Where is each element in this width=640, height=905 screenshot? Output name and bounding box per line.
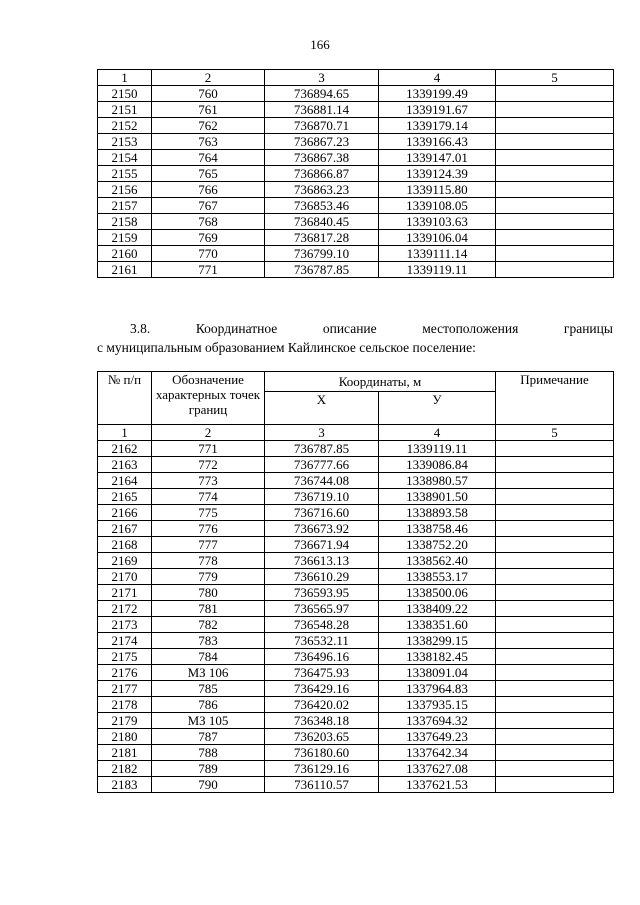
heading-word: описание <box>322 321 377 336</box>
table-row <box>98 633 614 649</box>
column-number-row <box>98 425 614 441</box>
table-cell: 1337642.34 <box>379 745 496 761</box>
table-cell <box>496 633 614 649</box>
section-heading-line2: с муниципальным образованием Кайлинское сельское поселение: <box>97 340 476 355</box>
table-cell <box>496 198 614 214</box>
table-cell: 790 <box>152 777 265 793</box>
table-row <box>98 166 614 182</box>
table-cell <box>496 246 614 262</box>
table-cell: 2171 <box>98 585 152 601</box>
table-row <box>98 569 614 585</box>
heading-word: местоположения <box>422 321 519 336</box>
table-cell: 1339119.11 <box>379 262 496 278</box>
heading-word: 3.8. <box>130 321 151 336</box>
table-cell: 736610.29 <box>265 569 379 585</box>
table-cell <box>496 537 614 553</box>
table-cell: 1337964.83 <box>379 681 496 697</box>
table-cell: 1339108.05 <box>379 198 496 214</box>
table-cell: 1338299.15 <box>379 633 496 649</box>
table-cell: 1337621.53 <box>379 777 496 793</box>
coordinates-table <box>97 371 614 793</box>
table-cell <box>496 713 614 729</box>
table-cell <box>496 457 614 473</box>
table-cell <box>496 118 614 134</box>
table-cell: 736867.23 <box>265 134 379 150</box>
table-row <box>98 489 614 505</box>
table-cell: 2178 <box>98 697 152 713</box>
table-cell: 1338980.57 <box>379 473 496 489</box>
table-row <box>98 182 614 198</box>
table-cell: 736716.60 <box>265 505 379 521</box>
table-cell: 2183 <box>98 777 152 793</box>
table-cell: 788 <box>152 745 265 761</box>
table-cell: 736671.94 <box>265 537 379 553</box>
table-cell: 2180 <box>98 729 152 745</box>
table-cell: 775 <box>152 505 265 521</box>
table-cell: 736744.08 <box>265 473 379 489</box>
table-cell: 771 <box>152 441 265 457</box>
table-cell: 2155 <box>98 166 152 182</box>
table-row <box>98 262 614 278</box>
table-cell: 2172 <box>98 601 152 617</box>
table-cell: 1339124.39 <box>379 166 496 182</box>
table-row <box>98 118 614 134</box>
table-cell: 2170 <box>98 569 152 585</box>
table-row <box>98 745 614 761</box>
table-cell: 2165 <box>98 489 152 505</box>
table-cell: 736613.13 <box>265 553 379 569</box>
table-cell: 736532.11 <box>265 633 379 649</box>
table-cell: 1338409.22 <box>379 601 496 617</box>
table-cell: 2159 <box>98 230 152 246</box>
table-cell: 784 <box>152 649 265 665</box>
table-cell: 736203.65 <box>265 729 379 745</box>
column-number-row <box>98 70 614 86</box>
table-cell: 787 <box>152 729 265 745</box>
table-cell: 2163 <box>98 457 152 473</box>
table-row <box>98 150 614 166</box>
table-row <box>98 457 614 473</box>
table-row <box>98 553 614 569</box>
table-cell: 777 <box>152 537 265 553</box>
table-row <box>98 86 614 102</box>
header-number: № п/п <box>98 372 152 425</box>
table-cell: 1338091.04 <box>379 665 496 681</box>
table-cell <box>496 553 614 569</box>
table-cell: 776 <box>152 521 265 537</box>
table-cell: 2168 <box>98 537 152 553</box>
table-row <box>98 537 614 553</box>
table-cell: 781 <box>152 601 265 617</box>
table-row <box>98 585 614 601</box>
table-cell: 767 <box>152 198 265 214</box>
table-cell <box>496 441 614 457</box>
table-cell: 2150 <box>98 86 152 102</box>
table-cell <box>496 489 614 505</box>
table-cell: 736548.28 <box>265 617 379 633</box>
table-cell: 736866.87 <box>265 166 379 182</box>
table-row <box>98 134 614 150</box>
table-cell: 765 <box>152 166 265 182</box>
table-cell: 789 <box>152 761 265 777</box>
table-cell: 1339199.49 <box>379 86 496 102</box>
table-cell: 736565.97 <box>265 601 379 617</box>
table-cell <box>496 262 614 278</box>
page-number: 166 <box>310 37 330 52</box>
table-cell: 1339086.84 <box>379 457 496 473</box>
table-cell: 736129.16 <box>265 761 379 777</box>
table-cell: 736881.14 <box>265 102 379 118</box>
table-row <box>98 214 614 230</box>
table-row <box>98 505 614 521</box>
table-cell <box>496 134 614 150</box>
table-cell <box>496 681 614 697</box>
table-cell: 760 <box>152 86 265 102</box>
table-cell: 769 <box>152 230 265 246</box>
table-row <box>98 230 614 246</box>
table-row <box>98 521 614 537</box>
table-row <box>98 681 614 697</box>
table-cell: 1338351.60 <box>379 617 496 633</box>
table-cell: 1338893.58 <box>379 505 496 521</box>
table-cell: 2177 <box>98 681 152 697</box>
table-row <box>98 665 614 681</box>
table-cell: 1339103.63 <box>379 214 496 230</box>
heading-word: Координатное <box>195 321 278 336</box>
table-cell: 774 <box>152 489 265 505</box>
table-cell: 736420.02 <box>265 697 379 713</box>
table-cell: 1337649.23 <box>379 729 496 745</box>
table-cell: 2174 <box>98 633 152 649</box>
table-row <box>98 102 614 118</box>
table-cell: 1338553.17 <box>379 569 496 585</box>
table-cell: 736429.16 <box>265 681 379 697</box>
table-row <box>98 246 614 262</box>
table-cell: 2 <box>152 70 265 86</box>
table-cell <box>496 761 614 777</box>
table-cell: 772 <box>152 457 265 473</box>
table-cell: 782 <box>152 617 265 633</box>
table-cell: 780 <box>152 585 265 601</box>
table-cell: 1339147.01 <box>379 150 496 166</box>
table-cell: 2 <box>152 425 265 441</box>
table-cell: 1338901.50 <box>379 489 496 505</box>
table-cell: 1338500.06 <box>379 585 496 601</box>
table-cell: МЗ 106 <box>152 665 265 681</box>
table-cell: 2182 <box>98 761 152 777</box>
table-cell: 768 <box>152 214 265 230</box>
table-cell <box>496 166 614 182</box>
table-row <box>98 441 614 457</box>
table-cell: 761 <box>152 102 265 118</box>
table-cell: 1338182.45 <box>379 649 496 665</box>
table-cell: 2152 <box>98 118 152 134</box>
table-cell: 1 <box>98 425 152 441</box>
header-note: Примечание <box>496 372 614 425</box>
heading-word: границы <box>563 321 613 336</box>
table-cell: 4 <box>379 70 496 86</box>
table-cell: 736853.46 <box>265 198 379 214</box>
table-cell: 1339166.43 <box>379 134 496 150</box>
table-cell: 763 <box>152 134 265 150</box>
table-cell: 771 <box>152 262 265 278</box>
table-cell: 2156 <box>98 182 152 198</box>
table-cell: 736817.28 <box>265 230 379 246</box>
table-cell <box>496 729 614 745</box>
table-cell: 736777.66 <box>265 457 379 473</box>
table-cell: 736894.65 <box>265 86 379 102</box>
table-cell: 736475.93 <box>265 665 379 681</box>
table-cell: 2169 <box>98 553 152 569</box>
table-cell <box>496 86 614 102</box>
table-cell <box>496 665 614 681</box>
table-cell: 736863.23 <box>265 182 379 198</box>
table-cell: 736787.85 <box>265 262 379 278</box>
table-cell: 1339115.80 <box>379 182 496 198</box>
table-cell: 736348.18 <box>265 713 379 729</box>
table-row <box>98 697 614 713</box>
table-cell <box>496 182 614 198</box>
table-cell: 5 <box>496 70 614 86</box>
table-cell <box>496 505 614 521</box>
table-cell: 2167 <box>98 521 152 537</box>
table-cell: 785 <box>152 681 265 697</box>
table-cell <box>496 745 614 761</box>
table-cell <box>496 617 614 633</box>
header-point-designation: Обозначение характерных точек границ <box>152 372 265 425</box>
table-cell: 773 <box>152 473 265 489</box>
table-cell <box>496 585 614 601</box>
table-cell <box>496 214 614 230</box>
table-cell: 2161 <box>98 262 152 278</box>
table-cell: 2176 <box>98 665 152 681</box>
table-cell: 1337627.08 <box>379 761 496 777</box>
table-cell: 3 <box>265 425 379 441</box>
table-cell <box>496 649 614 665</box>
section-heading <box>97 319 613 357</box>
table-cell <box>496 150 614 166</box>
table-row <box>98 601 614 617</box>
table-cell: 1337694.32 <box>379 713 496 729</box>
table-cell <box>496 697 614 713</box>
table-cell: 3 <box>265 70 379 86</box>
header-coordinates: Координаты, м <box>265 372 496 392</box>
table-cell: 736593.95 <box>265 585 379 601</box>
table-cell: 770 <box>152 246 265 262</box>
table-cell: 1338562.40 <box>379 553 496 569</box>
table-cell <box>496 102 614 118</box>
table-cell: 736787.85 <box>265 441 379 457</box>
table-cell: 779 <box>152 569 265 585</box>
table-row <box>98 713 614 729</box>
table-cell: 736110.57 <box>265 777 379 793</box>
table-cell: 2173 <box>98 617 152 633</box>
table-cell: 1 <box>98 70 152 86</box>
header-y: У <box>379 392 496 425</box>
table-cell: 736673.92 <box>265 521 379 537</box>
table-cell: 736496.16 <box>265 649 379 665</box>
table-cell: 736799.10 <box>265 246 379 262</box>
table-cell <box>496 521 614 537</box>
table-row <box>98 198 614 214</box>
table-cell: 766 <box>152 182 265 198</box>
table-row <box>98 777 614 793</box>
table-cell: 4 <box>379 425 496 441</box>
table-cell <box>496 777 614 793</box>
table-cell: 2175 <box>98 649 152 665</box>
table-cell <box>496 473 614 489</box>
table-cell: 2164 <box>98 473 152 489</box>
table-cell: 1339106.04 <box>379 230 496 246</box>
table-cell: 2153 <box>98 134 152 150</box>
header-x: X <box>265 392 379 425</box>
table-cell: 2166 <box>98 505 152 521</box>
table-cell: 736719.10 <box>265 489 379 505</box>
table-cell: 762 <box>152 118 265 134</box>
table-cell: 783 <box>152 633 265 649</box>
table-cell: 2154 <box>98 150 152 166</box>
table-row <box>98 761 614 777</box>
table-cell: 736180.60 <box>265 745 379 761</box>
table-cell: 778 <box>152 553 265 569</box>
table-cell: 736840.45 <box>265 214 379 230</box>
table-cell: 1338752.20 <box>379 537 496 553</box>
table-cell: 1339111.14 <box>379 246 496 262</box>
table-cell: 5 <box>496 425 614 441</box>
table-cell: 1337935.15 <box>379 697 496 713</box>
table-cell: 1339191.67 <box>379 102 496 118</box>
section-heading-line1 <box>97 319 613 338</box>
table-cell: 2162 <box>98 441 152 457</box>
table-cell: МЗ 105 <box>152 713 265 729</box>
table-cell: 764 <box>152 150 265 166</box>
table-cell: 736867.38 <box>265 150 379 166</box>
table-cell: 2181 <box>98 745 152 761</box>
table-cell: 736870.71 <box>265 118 379 134</box>
table-cell <box>496 601 614 617</box>
table-cell: 786 <box>152 697 265 713</box>
table-row <box>98 473 614 489</box>
table-cell: 2151 <box>98 102 152 118</box>
table-cell: 1338758.46 <box>379 521 496 537</box>
table-cell: 2160 <box>98 246 152 262</box>
table-cell: 1339179.14 <box>379 118 496 134</box>
table-row <box>98 617 614 633</box>
coordinates-table-continued <box>97 69 614 278</box>
table-cell: 2179 <box>98 713 152 729</box>
table-cell: 2158 <box>98 214 152 230</box>
table-row <box>98 729 614 745</box>
table-row <box>98 649 614 665</box>
table-cell: 2157 <box>98 198 152 214</box>
table-cell: 1339119.11 <box>379 441 496 457</box>
table-cell <box>496 230 614 246</box>
table-cell <box>496 569 614 585</box>
